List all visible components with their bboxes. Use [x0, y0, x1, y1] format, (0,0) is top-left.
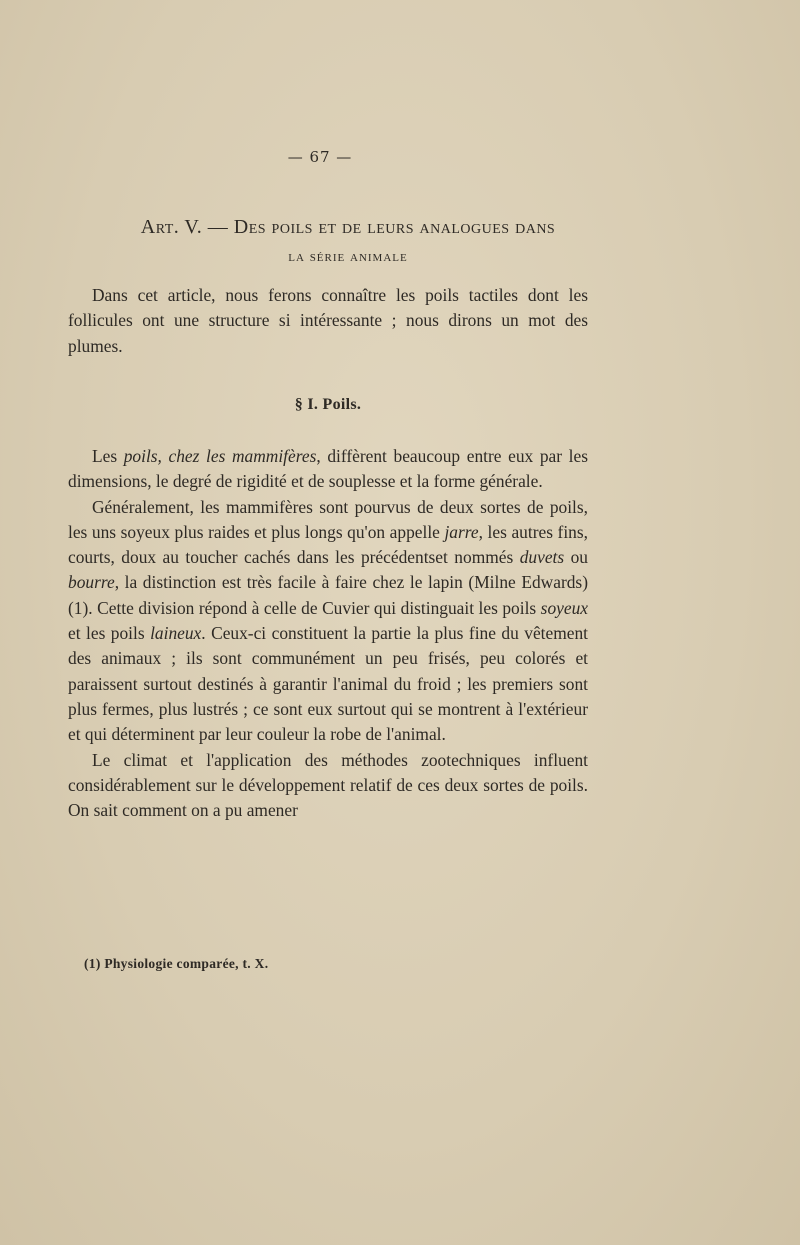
text-run: Les [92, 446, 124, 466]
italic-term: laineux [150, 623, 202, 644]
footnote: (1) Physiologie comparée, t. X. [84, 956, 269, 971]
intro-paragraph-block [68, 283, 588, 359]
article-heading-line-1: Art. V. — Des poils et de leurs analogues dans [140, 216, 556, 238]
section-title: § I. Poils. [294, 396, 362, 413]
text-run: Généralement, les mammifères sont pourvus de deux sortes de poils, les uns soyeux plus raides et plus longs qu'on appelle [68, 496, 588, 542]
text-run: , la distinction est très facile à faire chez le lapin (Milne Edwards) (1). Cette division répond à celle de Cuvier qui distinguait les poils [68, 572, 588, 618]
article-heading-line-2: la série animale [288, 249, 408, 265]
italic-term: soyeux [540, 597, 588, 618]
text-run: . Ceux-ci constituent la partie la plus fine du vêtement des animaux ; ils sont communément un peu frisés, peu colorés et paraissent surtout destinés à garantir l'animal du froid ; les premiers sont plus fermes, plus lustrés ; ce sont eux surtout qui se montrent à l'extérieur et qui déterminent par leur couleur la robe de l'animal. [68, 623, 589, 745]
italic-term: poils, chez les mammifères [123, 446, 317, 466]
text-run: ou [564, 547, 588, 568]
text-run: , les autres fins, courts, doux au toucher cachés dans les précédentset nommés [68, 521, 588, 568]
page-number: — 67 — [287, 148, 353, 166]
italic-term: duvets [519, 547, 565, 568]
text-run: et les poils [68, 623, 151, 644]
body-text [68, 444, 588, 823]
text-run: , diffèrent beaucoup entre eux par les dimensions, le degré de rigidité et de souplesse et la forme générale. [68, 446, 588, 492]
paragraph-1 [68, 444, 588, 495]
article-heading [68, 212, 628, 272]
italic-term: jarre [444, 521, 479, 542]
intro-paragraph: Dans cet article, nous ferons connaître les poils tactiles dont les follicules ont une structure si intéressante ; nous dirons un mot des plumes. [68, 285, 588, 356]
paragraph-3: Le climat et l'application des méthodes zootechniques influent considérablement sur le développement relatif de ces deux sortes de poils. On sait comment on a pu amener [68, 749, 588, 821]
paragraph-2 [68, 495, 588, 748]
italic-term: bourre [68, 572, 115, 593]
